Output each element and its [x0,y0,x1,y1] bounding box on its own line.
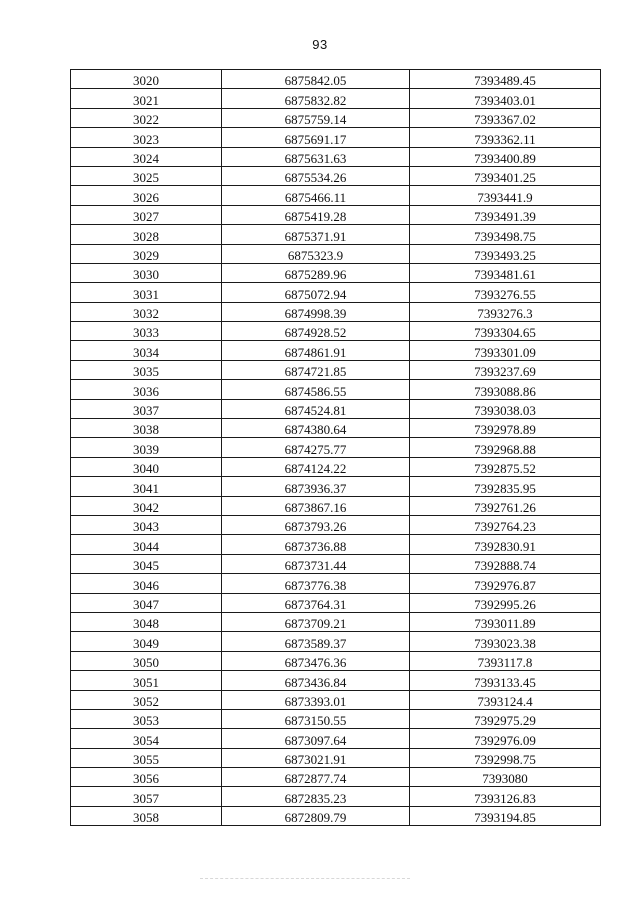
y-coordinate-cell: 7393023.38 [410,632,601,651]
table-row [71,748,601,767]
point-number-cell: 3048 [71,612,222,631]
y-coordinate-cell: 7393194.85 [410,806,601,825]
x-coordinate-cell: 6875072.94 [222,283,410,302]
y-coordinate-cell: 7392976.09 [410,729,601,748]
point-number-cell: 3058 [71,806,222,825]
x-coordinate-cell: 6873476.36 [222,651,410,670]
y-coordinate-cell: 7393237.69 [410,360,601,379]
x-coordinate-cell: 6875323.9 [222,244,410,263]
y-coordinate-cell: 7392888.74 [410,554,601,573]
y-coordinate-cell: 7392975.29 [410,709,601,728]
y-coordinate-cell: 7393011.89 [410,612,601,631]
y-coordinate-cell: 7393498.75 [410,225,601,244]
point-number-cell: 3026 [71,186,222,205]
y-coordinate-cell: 7393126.83 [410,787,601,806]
table-row [71,477,601,496]
point-number-cell: 3049 [71,632,222,651]
table-row [71,709,601,728]
x-coordinate-cell: 6872809.79 [222,806,410,825]
table-row [71,438,601,457]
point-number-cell: 3054 [71,729,222,748]
point-number-cell: 3033 [71,322,222,341]
table-row [71,341,601,360]
table-row [71,729,601,748]
x-coordinate-cell: 6874721.85 [222,360,410,379]
y-coordinate-cell: 7392968.88 [410,438,601,457]
y-coordinate-cell: 7393481.61 [410,263,601,282]
point-number-cell: 3043 [71,515,222,534]
point-number-cell: 3046 [71,574,222,593]
y-coordinate-cell: 7392835.95 [410,477,601,496]
y-coordinate-cell: 7393491.39 [410,205,601,224]
x-coordinate-cell: 6873150.55 [222,709,410,728]
x-coordinate-cell: 6874928.52 [222,322,410,341]
point-number-cell: 3044 [71,535,222,554]
point-number-cell: 3052 [71,690,222,709]
table-row [71,632,601,651]
table-row [71,108,601,127]
y-coordinate-cell: 7393301.09 [410,341,601,360]
point-number-cell: 3040 [71,457,222,476]
table-row [71,612,601,631]
x-coordinate-cell: 6874586.55 [222,380,410,399]
table-row [71,457,601,476]
y-coordinate-cell: 7393117.8 [410,651,601,670]
x-coordinate-cell: 6873709.21 [222,612,410,631]
y-coordinate-cell: 7393441.9 [410,186,601,205]
point-number-cell: 3038 [71,419,222,438]
point-number-cell: 3035 [71,360,222,379]
point-number-cell: 3053 [71,709,222,728]
table-row [71,515,601,534]
y-coordinate-cell: 7392761.26 [410,496,601,515]
table-row [71,147,601,166]
x-coordinate-cell: 6875842.05 [222,70,410,89]
point-number-cell: 3057 [71,787,222,806]
x-coordinate-cell: 6874861.91 [222,341,410,360]
table-row [71,574,601,593]
y-coordinate-cell: 7392976.87 [410,574,601,593]
y-coordinate-cell: 7393038.03 [410,399,601,418]
table-row [71,690,601,709]
table-row [71,651,601,670]
y-coordinate-cell: 7393362.11 [410,128,601,147]
x-coordinate-cell: 6875759.14 [222,108,410,127]
point-number-cell: 3051 [71,671,222,690]
table-row [71,89,601,108]
y-coordinate-cell: 7393493.25 [410,244,601,263]
point-number-cell: 3032 [71,302,222,321]
y-coordinate-cell: 7393367.02 [410,108,601,127]
table-row [71,186,601,205]
y-coordinate-cell: 7392998.75 [410,748,601,767]
coordinates-table [70,69,601,826]
point-number-cell: 3047 [71,593,222,612]
point-number-cell: 3022 [71,108,222,127]
x-coordinate-cell: 6873436.84 [222,671,410,690]
table-row [71,671,601,690]
x-coordinate-cell: 6873021.91 [222,748,410,767]
point-number-cell: 3025 [71,166,222,185]
y-coordinate-cell: 7393276.3 [410,302,601,321]
table-row [71,322,601,341]
table-row [71,593,601,612]
x-coordinate-cell: 6875832.82 [222,89,410,108]
table-row [71,283,601,302]
y-coordinate-cell: 7393400.89 [410,147,601,166]
table-row [71,399,601,418]
table-row [71,419,601,438]
coordinates-table-body [71,70,601,826]
y-coordinate-cell: 7393304.65 [410,322,601,341]
table-row [71,535,601,554]
x-coordinate-cell: 6875466.11 [222,186,410,205]
point-number-cell: 3056 [71,768,222,787]
table-row [71,787,601,806]
point-number-cell: 3042 [71,496,222,515]
table-row [71,244,601,263]
x-coordinate-cell: 6873097.64 [222,729,410,748]
x-coordinate-cell: 6873731.44 [222,554,410,573]
table-row [71,205,601,224]
x-coordinate-cell: 6875419.28 [222,205,410,224]
point-number-cell: 3037 [71,399,222,418]
y-coordinate-cell: 7393276.55 [410,283,601,302]
x-coordinate-cell: 6875691.17 [222,128,410,147]
y-coordinate-cell: 7392978.89 [410,419,601,438]
x-coordinate-cell: 6874998.39 [222,302,410,321]
x-coordinate-cell: 6873776.38 [222,574,410,593]
point-number-cell: 3028 [71,225,222,244]
point-number-cell: 3020 [71,70,222,89]
point-number-cell: 3039 [71,438,222,457]
table-row [71,380,601,399]
page-number: 93 [312,37,328,52]
scan-edge-mark [200,878,410,879]
x-coordinate-cell: 6874524.81 [222,399,410,418]
point-number-cell: 3030 [71,263,222,282]
x-coordinate-cell: 6874275.77 [222,438,410,457]
point-number-cell: 3036 [71,380,222,399]
x-coordinate-cell: 6873793.26 [222,515,410,534]
point-number-cell: 3050 [71,651,222,670]
y-coordinate-cell: 7392995.26 [410,593,601,612]
point-number-cell: 3024 [71,147,222,166]
y-coordinate-cell: 7393401.25 [410,166,601,185]
y-coordinate-cell: 7392830.91 [410,535,601,554]
x-coordinate-cell: 6873764.31 [222,593,410,612]
x-coordinate-cell: 6875289.96 [222,263,410,282]
y-coordinate-cell: 7393088.86 [410,380,601,399]
table-row [71,806,601,825]
point-number-cell: 3027 [71,205,222,224]
x-coordinate-cell: 6874380.64 [222,419,410,438]
point-number-cell: 3021 [71,89,222,108]
point-number-cell: 3031 [71,283,222,302]
x-coordinate-cell: 6873589.37 [222,632,410,651]
table-row [71,554,601,573]
table-row [71,166,601,185]
point-number-cell: 3055 [71,748,222,767]
point-number-cell: 3041 [71,477,222,496]
point-number-cell: 3029 [71,244,222,263]
table-row [71,70,601,89]
x-coordinate-cell: 6873393.01 [222,690,410,709]
x-coordinate-cell: 6872877.74 [222,768,410,787]
table-row [71,360,601,379]
table-row [71,128,601,147]
x-coordinate-cell: 6873736.88 [222,535,410,554]
table-row [71,768,601,787]
point-number-cell: 3023 [71,128,222,147]
x-coordinate-cell: 6875371.91 [222,225,410,244]
x-coordinate-cell: 6872835.23 [222,787,410,806]
point-number-cell: 3045 [71,554,222,573]
x-coordinate-cell: 6873867.16 [222,496,410,515]
y-coordinate-cell: 7393080 [410,768,601,787]
table-row [71,263,601,282]
y-coordinate-cell: 7393124.4 [410,690,601,709]
table-row [71,225,601,244]
y-coordinate-cell: 7393489.45 [410,70,601,89]
x-coordinate-cell: 6875534.26 [222,166,410,185]
point-number-cell: 3034 [71,341,222,360]
y-coordinate-cell: 7392764.23 [410,515,601,534]
table-row [71,496,601,515]
x-coordinate-cell: 6875631.63 [222,147,410,166]
x-coordinate-cell: 6874124.22 [222,457,410,476]
table-row [71,302,601,321]
y-coordinate-cell: 7392875.52 [410,457,601,476]
x-coordinate-cell: 6873936.37 [222,477,410,496]
y-coordinate-cell: 7393133.45 [410,671,601,690]
y-coordinate-cell: 7393403.01 [410,89,601,108]
